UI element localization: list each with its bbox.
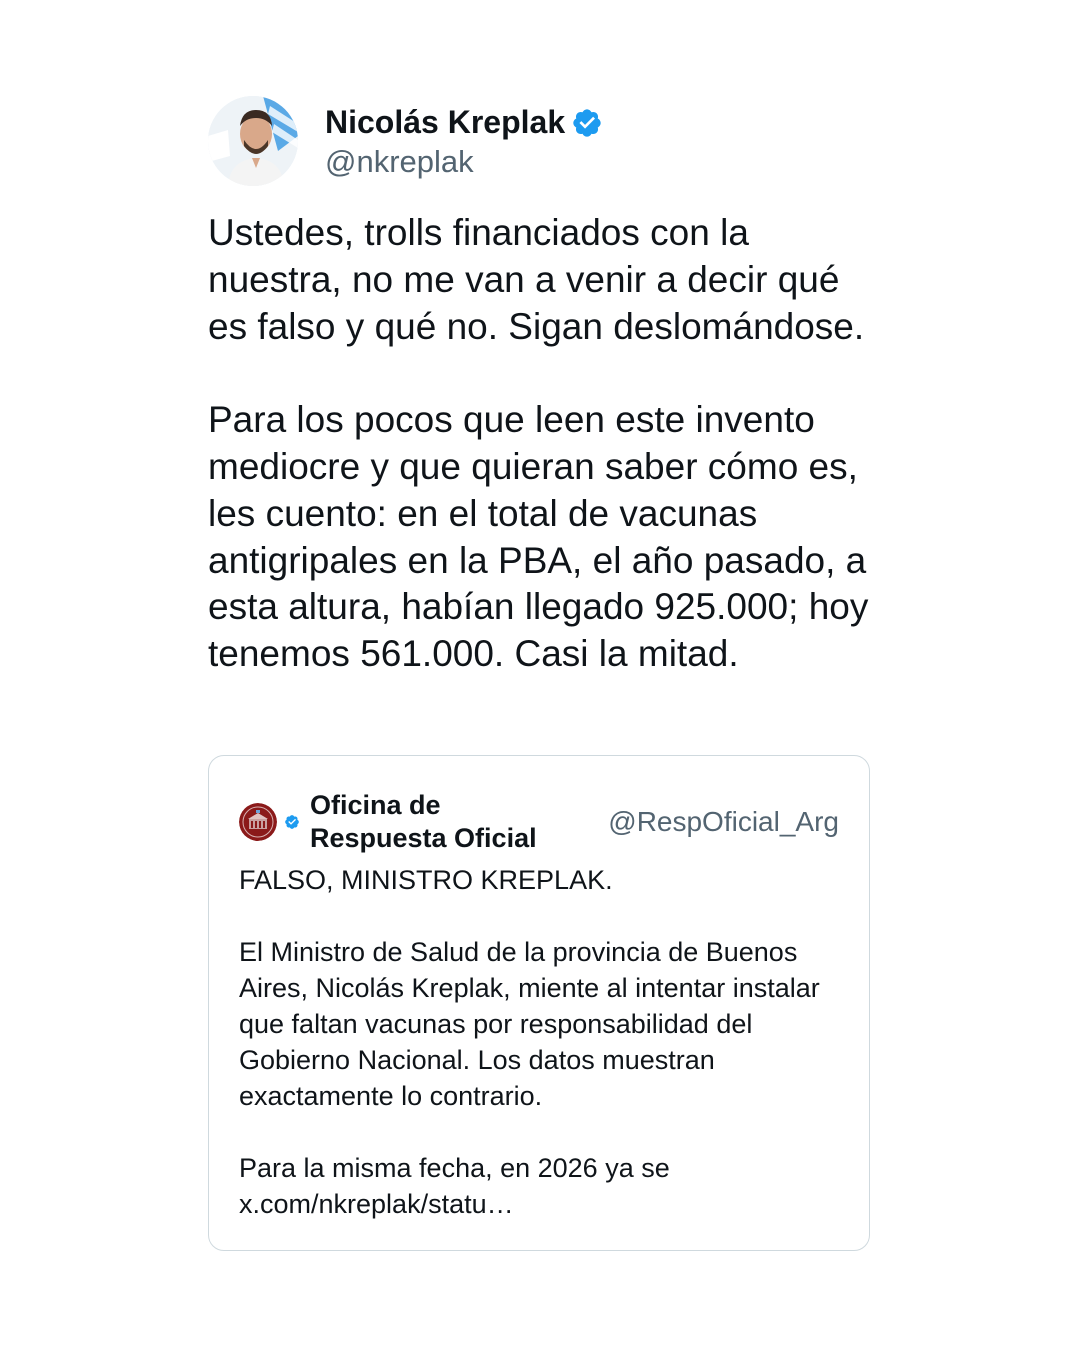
profile-photo-icon: [208, 96, 298, 186]
tweet: [208, 96, 874, 678]
quoted-tweet-header: [239, 786, 839, 858]
quoted-tweet-card[interactable]: [208, 755, 870, 1251]
avatar[interactable]: [208, 96, 298, 186]
author-handle[interactable]: @nkreplak: [325, 143, 474, 179]
name-row: [325, 103, 603, 143]
tweet-text: Ustedes, trolls financiados con la nuestra, no me van a venir a decir qué es falso y qué no. Sigan deslomándose. Para los pocos que leen este invento mediocre y que quieran saber cómo es, les cuento: en el total de vacunas antigripales en la PBA, el año pasado, a esta altura, habían llegado 925.000; hoy tenemos 561.000. Casi la mitad.: [208, 212, 869, 675]
quoted-author-display-name[interactable]: Oficina de Respuesta Oficial: [310, 790, 537, 853]
quoted-tweet-text: FALSO, MINISTRO KREPLAK. El Ministro de Salud de la provincia de Buenos Aires, Nicolás Kreplak, miente al intentar instalar que faltan vacunas por responsabilidad del Gobierno Nacional. Los datos muestran exactamente lo contrario. Para la misma fecha, en 2026 ya se x.com/nkreplak/statu…: [239, 865, 820, 1219]
author-names: [325, 103, 603, 180]
quoted-avatar[interactable]: [239, 803, 277, 841]
government-seal-icon: [239, 803, 277, 841]
quoted-author-handle[interactable]: @RespOficial_Arg: [608, 806, 839, 837]
verified-badge-icon: [571, 107, 603, 139]
tweet-header: [208, 96, 874, 186]
quoted-verified-badge-icon: [284, 814, 300, 830]
author-display-name[interactable]: Nicolás Kreplak: [325, 104, 566, 140]
